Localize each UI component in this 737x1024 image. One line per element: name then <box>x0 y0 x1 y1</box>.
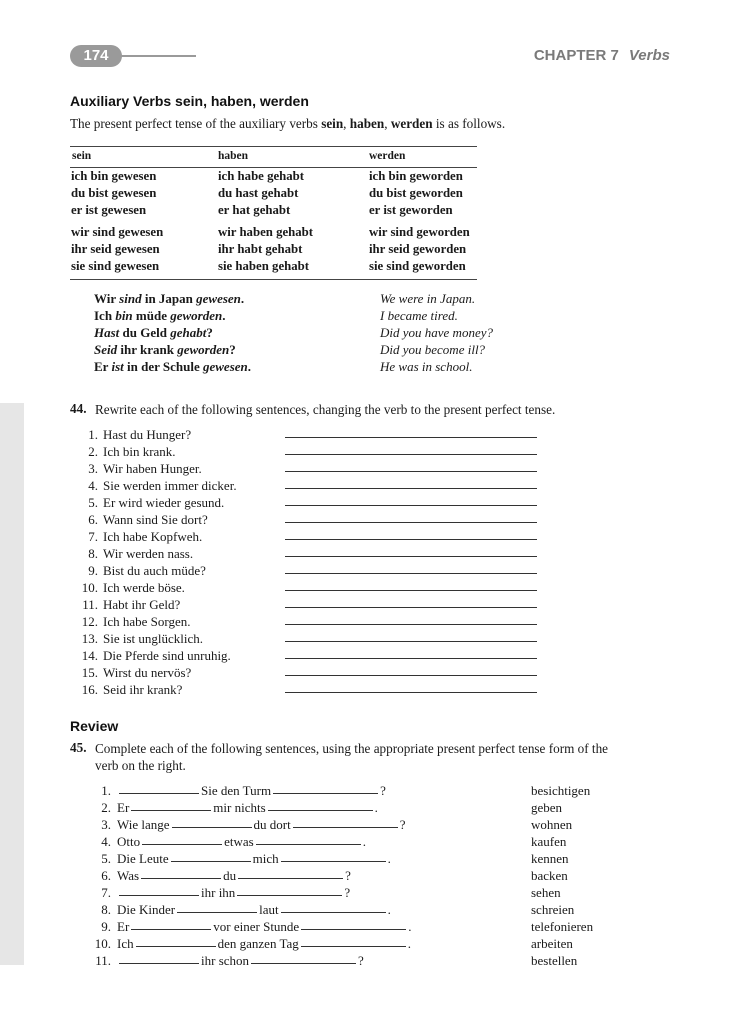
item-number: 13. <box>81 631 98 646</box>
page-number-badge: 174 <box>70 45 122 67</box>
exercise-item <box>76 562 206 579</box>
item-text: Seid ihr krank? <box>103 682 183 697</box>
item-number: 14. <box>81 648 98 663</box>
item-text: ihr schon <box>201 953 250 968</box>
item-text: laut <box>259 902 279 917</box>
item-text: du <box>223 868 237 883</box>
item-punct: . <box>387 902 391 917</box>
fill-blank[interactable] <box>172 827 252 828</box>
example-english: I became tired. <box>380 308 458 323</box>
example-verb: ist <box>111 359 124 374</box>
fill-blank[interactable] <box>141 878 221 879</box>
hint-verb: bestellen <box>531 953 578 968</box>
item-text: Wir werden nass. <box>103 546 194 561</box>
item-text: Er wird wieder gesund. <box>103 495 225 510</box>
item-punct: ? <box>358 953 364 968</box>
item-number: 6. <box>88 512 98 527</box>
item-number: 2. <box>101 800 111 815</box>
table-cell: wir sind geworden <box>369 225 470 239</box>
item-number: 8. <box>88 546 98 561</box>
exercise-item <box>76 426 191 443</box>
exercise-item <box>76 528 202 545</box>
example-verb: sind <box>119 291 142 306</box>
intro-text-end: is as follows. <box>432 116 506 131</box>
review-title: Review <box>70 718 119 734</box>
example-german <box>94 341 236 358</box>
table-header <box>70 146 477 168</box>
item-text: Wie lange <box>117 817 170 832</box>
intro-term-werden: werden <box>390 116 433 131</box>
fill-blank[interactable] <box>171 861 251 862</box>
answer-line[interactable] <box>285 539 537 540</box>
item-number: 9. <box>101 919 111 934</box>
chapter-heading <box>534 47 670 64</box>
hint-verb: kaufen <box>531 834 567 849</box>
table-cell: ich bin gewesen <box>71 169 157 183</box>
example-german <box>94 324 213 341</box>
review-item <box>93 833 366 850</box>
intro-sep: , <box>384 116 391 131</box>
table-cell: du hast gehabt <box>218 186 299 200</box>
hint-verb: kennen <box>531 851 569 866</box>
fill-blank[interactable] <box>268 810 373 811</box>
item-punct: ? <box>344 885 351 900</box>
item-text: Ich habe Sorgen. <box>103 614 191 629</box>
fill-blank[interactable] <box>281 861 386 862</box>
exercise-item <box>76 579 185 596</box>
item-number: 11. <box>82 597 98 612</box>
exercise-item <box>76 545 193 562</box>
item-punct: ? <box>380 783 386 798</box>
hint-verb: besichtigen <box>531 783 591 798</box>
example-punct: . <box>240 291 245 306</box>
hint-verb: wohnen <box>531 817 573 832</box>
hint-verb: sehen <box>531 885 561 900</box>
fill-blank[interactable] <box>238 878 343 879</box>
item-number: 11. <box>95 953 111 968</box>
example-text: Er <box>94 359 112 374</box>
answer-line[interactable] <box>285 590 537 591</box>
example-text: in der Schule <box>123 359 203 374</box>
exercise-item <box>76 460 202 477</box>
example-german <box>94 358 251 375</box>
item-text: Ich bin krank. <box>103 444 176 459</box>
example-verb: bin <box>115 308 133 323</box>
table-cell: sie sind gewesen <box>71 259 160 273</box>
fill-blank[interactable] <box>177 912 257 913</box>
item-number: 3. <box>88 461 98 476</box>
item-number: 3. <box>101 817 111 832</box>
item-number: 7. <box>88 529 98 544</box>
column-header-haben: haben <box>218 150 249 162</box>
answer-line[interactable] <box>285 641 537 642</box>
review-item <box>93 935 411 952</box>
example-text: du Geld <box>119 325 171 340</box>
answer-line[interactable] <box>285 488 537 489</box>
item-number: 2. <box>88 444 98 459</box>
item-text: Wann sind Sie dort? <box>103 512 208 527</box>
item-number: 4. <box>88 478 98 493</box>
answer-line[interactable] <box>285 573 537 574</box>
review-item <box>93 952 364 969</box>
item-text: Ich <box>117 936 134 951</box>
example-punct: ? <box>206 325 213 340</box>
intro-text: The present perfect tense of the auxiliary verbs <box>70 116 322 131</box>
fill-blank[interactable] <box>301 929 406 930</box>
example-text: müde <box>132 308 171 323</box>
item-number: 8. <box>101 902 111 917</box>
table-cell: er ist gewesen <box>71 203 147 217</box>
exercise-item <box>76 596 180 613</box>
intro-term-haben: haben <box>349 116 385 131</box>
section-intro <box>70 116 505 132</box>
table-cell: sie haben gehabt <box>218 259 310 273</box>
column-header-sein: sein <box>72 150 92 162</box>
fill-blank[interactable] <box>237 895 342 896</box>
table-cell: wir sind gewesen <box>71 225 164 239</box>
example-verb: Seid <box>94 342 118 357</box>
item-text: etwas <box>224 834 254 849</box>
example-english: Did you become ill? <box>380 342 486 357</box>
answer-line[interactable] <box>285 505 537 506</box>
table-cell: er ist geworden <box>369 203 453 217</box>
example-english: He was in school. <box>380 359 473 374</box>
page-edge-tab <box>0 403 24 965</box>
example-punct: . <box>222 308 226 323</box>
item-text: Die Leute <box>117 851 169 866</box>
item-number: 12. <box>81 614 98 629</box>
review-item <box>93 867 351 884</box>
item-text: Wir haben Hunger. <box>103 461 202 476</box>
review-item <box>93 918 411 935</box>
hint-verb: geben <box>531 800 563 815</box>
exercise-item <box>76 511 208 528</box>
example-participle: geworden <box>170 308 223 323</box>
exercise-item <box>76 647 231 664</box>
item-text: Ich werde böse. <box>103 580 185 595</box>
item-text: Die Pferde sind unruhig. <box>103 648 231 663</box>
example-english: We were in Japan. <box>380 291 476 306</box>
item-text: den ganzen Tag <box>217 936 299 951</box>
item-text: Sie ist unglücklich. <box>103 631 204 646</box>
item-punct: . <box>407 936 412 951</box>
example-participle: geworden <box>177 342 230 357</box>
example-participle: gewesen <box>202 359 248 374</box>
review-item <box>93 884 350 901</box>
hint-verb: backen <box>531 868 568 883</box>
exercise-item <box>76 681 182 698</box>
review-item <box>93 816 406 833</box>
answer-line[interactable] <box>285 437 537 438</box>
answer-line[interactable] <box>285 658 537 659</box>
answer-line[interactable] <box>285 454 537 455</box>
exercise-item <box>76 664 191 681</box>
item-number: 5. <box>101 851 111 866</box>
fill-blank[interactable] <box>273 793 378 794</box>
item-text: Er <box>117 919 130 934</box>
item-punct: . <box>408 919 412 934</box>
table-cell: er hat gehabt <box>218 203 291 217</box>
item-number: 16. <box>81 682 98 697</box>
item-number: 4. <box>101 834 111 849</box>
exercise-item <box>76 494 224 511</box>
item-number: 10. <box>81 580 98 595</box>
table-cell: ihr seid gewesen <box>71 242 160 256</box>
fill-blank[interactable] <box>131 929 211 930</box>
example-text: ihr krank <box>117 342 178 357</box>
exercise-item <box>76 630 203 647</box>
item-text: Was <box>117 868 140 883</box>
fill-blank[interactable] <box>131 810 211 811</box>
chapter-label: CHAPTER 7 <box>533 47 619 64</box>
item-text: Habt ihr Geld? <box>103 597 181 612</box>
fill-blank[interactable] <box>281 912 386 913</box>
hint-verb: telefonieren <box>531 919 594 934</box>
item-number: 7. <box>101 885 111 900</box>
table-cell: ich bin geworden <box>369 169 463 183</box>
fill-blank[interactable] <box>256 844 361 845</box>
item-text: vor einer Stunde <box>213 919 300 934</box>
review-item <box>93 850 391 867</box>
exercise-number: 44. <box>70 401 87 416</box>
item-number: 6. <box>101 868 111 883</box>
fill-blank[interactable] <box>136 946 216 947</box>
item-text: Er <box>117 800 130 815</box>
item-punct: ? <box>345 868 351 883</box>
answer-line[interactable] <box>285 522 537 523</box>
item-text: Die Kinder <box>117 902 176 917</box>
answer-line[interactable] <box>285 692 537 693</box>
table-cell: ihr seid geworden <box>369 242 467 256</box>
exercise-prompt-continued: verb on the right. <box>95 758 186 773</box>
exercise-item <box>76 477 237 494</box>
item-punct: . <box>387 851 391 866</box>
item-text: Otto <box>117 834 141 849</box>
item-number: 15. <box>81 665 98 680</box>
item-text: ihr ihn <box>201 885 236 900</box>
answer-line[interactable] <box>285 556 537 557</box>
item-text: Ich habe Kopfweh. <box>103 529 203 544</box>
fill-blank[interactable] <box>251 963 356 964</box>
example-german <box>94 290 244 307</box>
example-punct: . <box>247 359 252 374</box>
item-number: 1. <box>88 427 98 442</box>
example-participle: gehabt <box>170 325 207 340</box>
item-number: 5. <box>88 495 98 510</box>
hint-verb: schreien <box>531 902 575 917</box>
example-verb: Hast <box>94 325 120 340</box>
review-item <box>93 782 386 799</box>
hint-verb: arbeiten <box>531 936 573 951</box>
item-text: Hast du Hunger? <box>103 427 192 442</box>
item-text: Sie werden immer dicker. <box>103 478 237 493</box>
item-text: du dort <box>253 817 291 832</box>
table-cell: wir haben gehabt <box>218 225 314 239</box>
answer-line[interactable] <box>285 471 537 472</box>
fill-blank[interactable] <box>119 963 199 964</box>
review-item <box>93 901 391 918</box>
answer-line[interactable] <box>285 675 537 676</box>
item-number: 10. <box>94 936 111 951</box>
example-text: Ich <box>94 308 116 323</box>
fill-blank[interactable] <box>119 793 199 794</box>
example-participle: gewesen <box>196 291 241 306</box>
review-item <box>93 799 378 816</box>
chapter-title: Verbs <box>628 47 670 64</box>
answer-line[interactable] <box>285 607 537 608</box>
example-punct: ? <box>229 342 236 357</box>
table-cell: ihr habt gehabt <box>218 242 303 256</box>
item-text: Wirst du nervös? <box>103 665 192 680</box>
item-text: Bist du auch müde? <box>103 563 206 578</box>
table-cell: sie sind geworden <box>369 259 466 273</box>
example-german <box>94 307 225 324</box>
table-cell: du bist gewesen <box>71 186 157 200</box>
exercise-item <box>76 613 190 630</box>
table-cell: ich habe gehabt <box>218 169 305 183</box>
table-bottom-rule <box>70 279 477 280</box>
exercise-number: 45. <box>70 740 87 755</box>
item-text: Sie den Turm <box>201 783 272 798</box>
item-punct: . <box>362 834 366 849</box>
intro-term-sein: sein <box>321 116 344 131</box>
example-english: Did you have money? <box>380 325 493 340</box>
item-text: mich <box>252 851 279 866</box>
item-punct: . <box>374 800 378 815</box>
column-header-werden: werden <box>369 150 406 162</box>
item-number: 1. <box>101 783 111 798</box>
exercise-prompt: Rewrite each of the following sentences, changing the verb to the present perfect tense. <box>95 402 556 417</box>
fill-blank[interactable] <box>119 895 199 896</box>
example-text: Wir <box>94 291 120 306</box>
item-punct: ? <box>399 817 406 832</box>
header-rule <box>118 55 196 57</box>
table-cell: du bist geworden <box>369 186 463 200</box>
fill-blank[interactable] <box>293 827 398 828</box>
example-text: in Japan <box>141 291 197 306</box>
section-title: Auxiliary Verbs sein, haben, werden <box>70 93 309 109</box>
answer-line[interactable] <box>285 624 537 625</box>
exercise-prompt: Complete each of the following sentences, using the appropriate present perfect tense form of the <box>95 741 609 756</box>
item-text: mir nichts <box>213 800 266 815</box>
item-number: 9. <box>88 563 98 578</box>
fill-blank[interactable] <box>142 844 222 845</box>
exercise-item <box>76 443 176 460</box>
intro-sep: , <box>343 116 350 131</box>
fill-blank[interactable] <box>301 946 406 947</box>
